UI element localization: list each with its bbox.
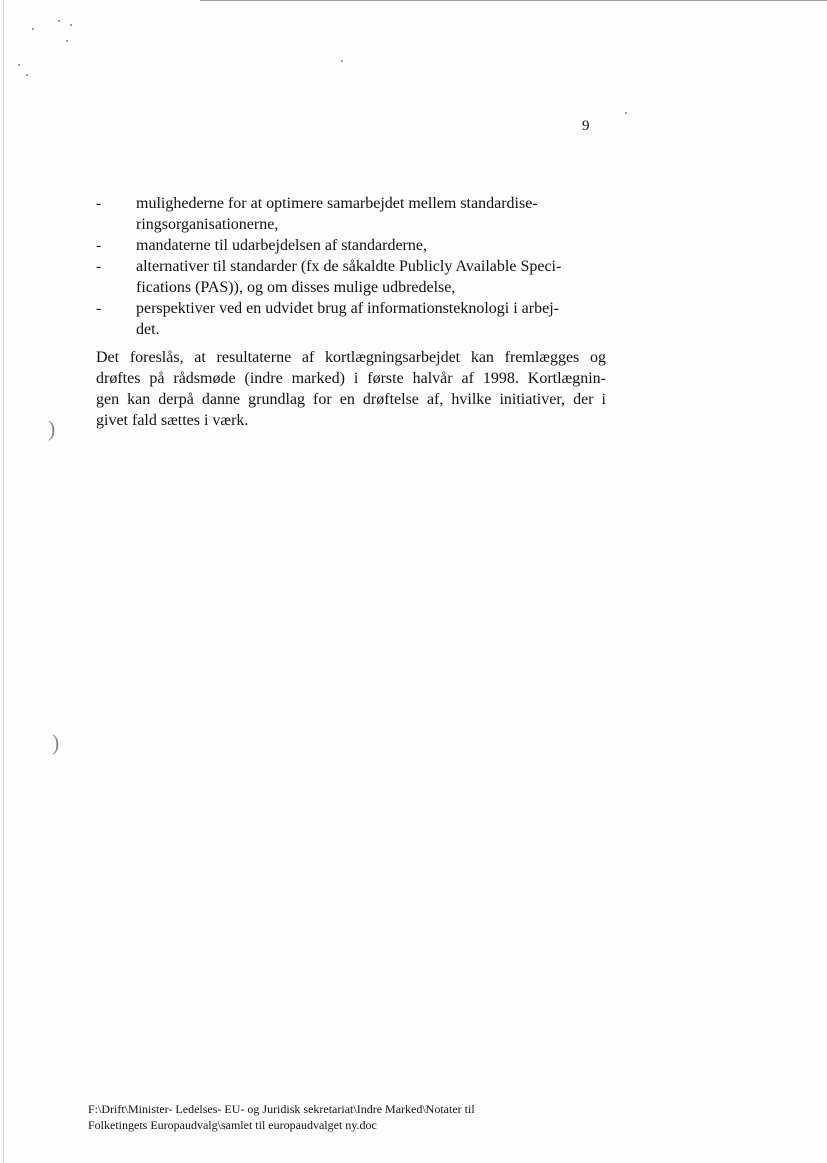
top-edge-rule (200, 0, 827, 1)
scan-speck (26, 74, 28, 76)
bullet-dash: - (96, 300, 102, 317)
footer-line: F:\Drift\Minister- Ledelses- EU- og Juridisk sekretariat\Indre Marked\Notater til (88, 1102, 475, 1116)
scan-hole-mark: ) (52, 730, 60, 755)
scan-speck (341, 60, 343, 62)
body-paragraph (96, 347, 606, 431)
scan-speck (18, 64, 20, 66)
scan-speck (66, 40, 68, 42)
scan-speck (625, 112, 627, 114)
scan-speck (70, 24, 72, 26)
bullet-text-line: fications (PAS)), og om disses mulige udbredelse, (136, 279, 456, 296)
footer-line: Folketingets Europaudvalg\samlet til europaudvalget ny.doc (88, 1118, 377, 1132)
bullet-dash: - (96, 195, 102, 212)
bullet-text-line: det. (136, 321, 160, 338)
list-item (96, 256, 606, 298)
left-edge-shadow (3, 0, 4, 1163)
scan-speck (58, 20, 60, 22)
bullet-text-line: mulighederne for at optimere samarbejdet mellem standardise- (136, 195, 538, 212)
bullet-list (96, 193, 606, 340)
list-item (96, 193, 606, 235)
bullet-text-line: perspektiver ved en udvidet brug af informationsteknologi i arbej- (136, 300, 559, 317)
scan-speck (32, 28, 34, 30)
bullet-text-line: mandaterne til udarbejdelsen af standarderne, (136, 237, 427, 254)
bullet-text-line: ringsorganisationerne, (136, 216, 279, 233)
bullet-text-line: alternativer til standarder (fx de såkaldte Publicly Available Speci- (136, 258, 562, 275)
scan-hole-mark: ) (48, 416, 56, 441)
paragraph-line: Det foreslås, at resultaterne af kortlægningsarbejdet kan fremlægges og (96, 349, 606, 366)
paragraph-line: gen kan derpå danne grundlag for en drøftelse af, hvilke initiativer, der i (96, 391, 606, 408)
paragraph-line: drøftes på rådsmøde (indre marked) i første halvår af 1998. Kortlægnin- (96, 370, 606, 387)
list-item (96, 235, 606, 256)
bullet-dash: - (96, 237, 102, 254)
list-item (96, 298, 606, 340)
paragraph-line: givet fald sættes i værk. (96, 412, 249, 429)
bullet-dash: - (96, 258, 102, 275)
file-path-footer (88, 1101, 608, 1133)
page-number: 9 (582, 118, 590, 134)
